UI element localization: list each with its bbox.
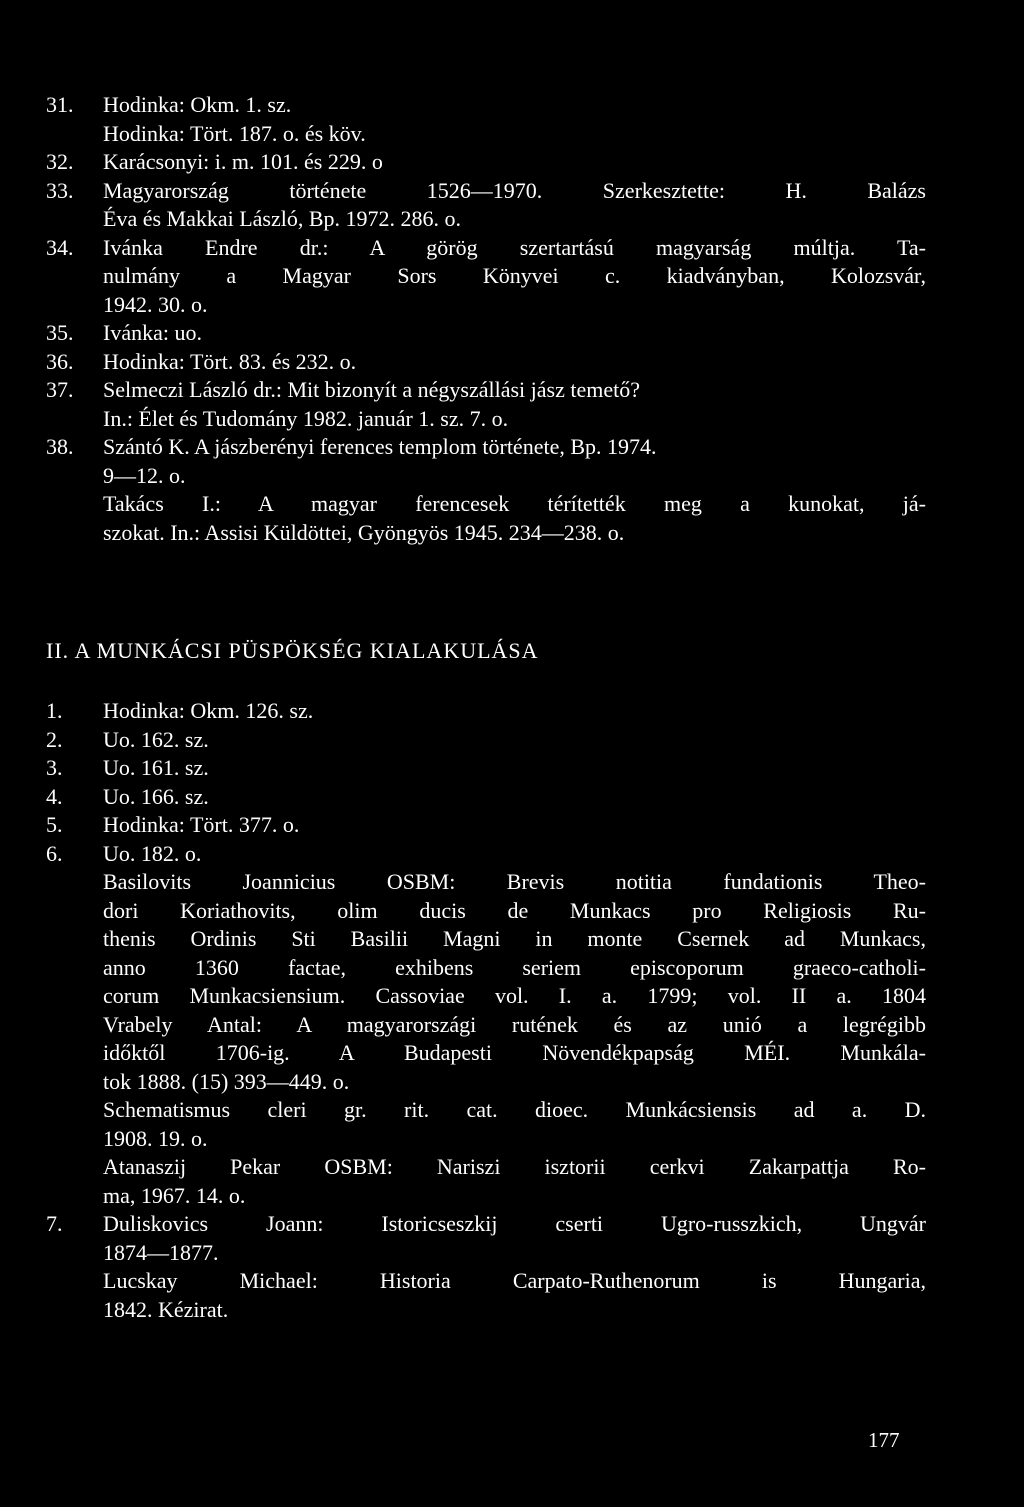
note-entry — [46, 234, 926, 320]
note-entry — [46, 811, 926, 840]
note-body — [103, 811, 926, 840]
note-entry — [46, 697, 926, 726]
note-line: corum Munkacsiensium. Cassoviae vol. I. a. 1799; vol. II a. 1804 — [103, 983, 926, 1008]
note-entry — [46, 348, 926, 377]
note-line: Hodinka: Okm. 126. sz. — [103, 698, 314, 723]
note-body — [103, 1210, 926, 1324]
note-entry — [46, 91, 926, 148]
note-line: Uo. 161. sz. — [103, 755, 209, 780]
note-number: 31. — [46, 92, 74, 117]
note-body — [103, 376, 926, 433]
note-number: 34. — [46, 234, 74, 260]
note-line: Ivánka Endre dr.: A görög szertartású magyarság múltja. Ta- — [103, 234, 926, 260]
note-line: In.: Élet és Tudomány 1982. január 1. sz. 7. o. — [103, 405, 509, 431]
note-entry — [46, 319, 926, 348]
note-line: Lucskay Michael: Historia Carpato-Ruthenorum is Hungaria, — [103, 1268, 926, 1293]
note-line: dori Koriathovits, olim ducis de Munkacs pro Religiosis Ru- — [103, 897, 926, 923]
note-line: Magyarország története 1526—1970. Szerkesztette: H. Balázs — [103, 177, 926, 203]
note-number: 3. — [46, 755, 63, 780]
note-body — [103, 234, 926, 320]
note-number: 33. — [46, 177, 74, 203]
note-line: Hodinka: Tört. 83. és 232. o. — [103, 348, 357, 374]
note-number: 6. — [46, 840, 63, 866]
note-number: 36. — [46, 348, 74, 374]
note-line: Uo. 166. sz. — [103, 783, 209, 809]
note-number: 7. — [46, 1211, 63, 1236]
note-line: 9—12. o. — [103, 462, 186, 488]
note-line: anno 1360 factae, exhibens seriem episcoporum graeco-catholi- — [103, 954, 926, 980]
note-line: Éva és Makkai László, Bp. 1972. 286. o. — [103, 206, 462, 231]
note-number: 5. — [46, 812, 63, 837]
note-line: Selmeczi László dr.: Mit bizonyít a négyszállási jász temető? — [103, 377, 641, 402]
note-body — [103, 91, 926, 148]
note-body — [103, 840, 926, 1211]
note-line: Hodinka: Okm. 1. sz. — [103, 92, 292, 117]
note-line: 1908. 19. o. — [103, 1125, 208, 1151]
note-body — [103, 433, 926, 547]
note-line: Basilovits Joannicius OSBM: Brevis notitia fundationis Theo- — [103, 869, 926, 894]
note-number: 2. — [46, 726, 63, 752]
note-line: nulmány a Magyar Sors Könyvei c. kiadványban, Kolozsvár, — [103, 263, 926, 288]
note-body — [103, 697, 926, 726]
note-number: 1. — [46, 698, 63, 723]
note-entry — [46, 376, 926, 433]
note-entry — [46, 783, 926, 812]
note-line: thenis Ordinis Sti Basilii Magni in monte Csernek ad Munkacs, — [103, 926, 926, 951]
note-line: Takács I.: A magyar ferencesek térítették meg a kunokat, já- — [103, 491, 926, 516]
note-body — [103, 319, 926, 348]
note-line: Hodinka: Tört. 377. o. — [103, 812, 300, 837]
section-heading: II. A MUNKÁCSI PÜSPÖKSÉG KIALAKULÁSA — [46, 638, 539, 663]
note-body — [103, 148, 926, 177]
note-line: Uo. 182. o. — [103, 840, 202, 866]
note-entry — [46, 840, 926, 1211]
note-line: 1842. Kézirat. — [103, 1296, 229, 1322]
note-line: ma, 1967. 14. o. — [103, 1182, 246, 1208]
note-number: 4. — [46, 783, 63, 809]
note-line: időktől 1706-ig. A Budapesti Növendékpapság MÉI. Munkála- — [103, 1040, 926, 1065]
note-body — [103, 177, 926, 234]
note-line: Duliskovics Joann: Istoricseszkij cserti Ugro-russzkich, Ungvár — [103, 1211, 926, 1236]
note-line: Atanaszij Pekar OSBM: Nariszi isztorii cerkvi Zakarpattja Ro- — [103, 1154, 926, 1179]
note-line: Karácsonyi: i. m. 101. és 229. o — [103, 149, 383, 174]
note-number: 38. — [46, 434, 74, 459]
note-entry — [46, 177, 926, 234]
note-body — [103, 754, 926, 783]
note-line: tok 1888. (15) 393—449. o. — [103, 1068, 350, 1094]
notes-list-top — [46, 91, 926, 547]
note-line: Ivánka: uo. — [103, 320, 202, 345]
note-body — [103, 726, 926, 755]
note-line: Uo. 162. sz. — [103, 726, 209, 752]
note-line: Vrabely Antal: A magyarországi rutének és az unió a legrégibb — [103, 1011, 926, 1037]
note-number: 37. — [46, 377, 74, 402]
note-line: Schematismus cleri gr. rit. cat. dioec. Munkácsiensis ad a. D. — [103, 1097, 926, 1122]
note-entry — [46, 754, 926, 783]
note-number: 32. — [46, 149, 74, 174]
note-line: Szántó K. A jászberényi ferences templom története, Bp. 1974. — [103, 434, 657, 459]
note-line: Hodinka: Tört. 187. o. és köv. — [103, 120, 366, 146]
note-line: 1942. 30. o. — [103, 291, 208, 317]
note-body — [103, 783, 926, 812]
note-body — [103, 348, 926, 377]
note-entry — [46, 726, 926, 755]
note-line: szokat. In.: Assisi Küldöttei, Gyöngyös 1945. 234—238. o. — [103, 519, 625, 545]
note-entry — [46, 1210, 926, 1324]
page-number: 177 — [868, 1428, 900, 1452]
note-line: 1874—1877. — [103, 1239, 219, 1265]
note-entry — [46, 433, 926, 547]
notes-list-bottom — [46, 697, 926, 1324]
note-number: 35. — [46, 320, 74, 345]
note-entry — [46, 148, 926, 177]
